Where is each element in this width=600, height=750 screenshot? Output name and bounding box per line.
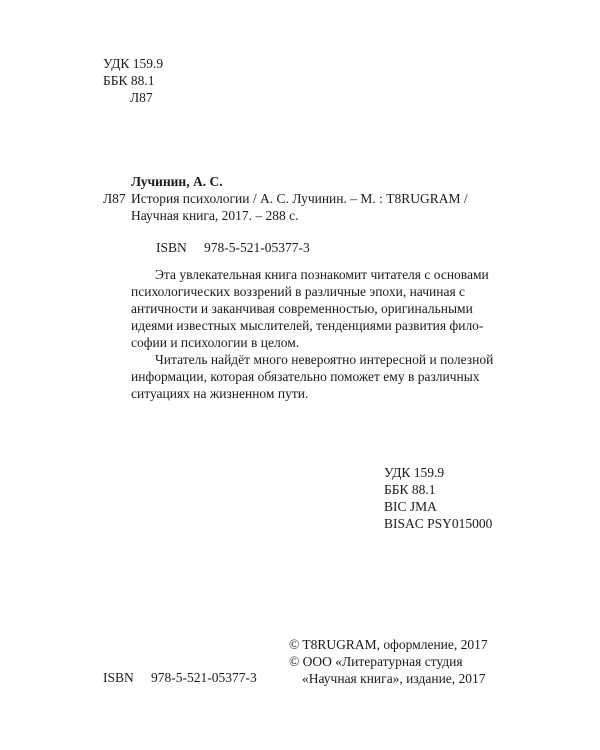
bibliographic-description [131,190,497,224]
copyright-line: © T8RUGRAM, оформление, 2017 [289,637,488,652]
copyright-line: «Научная книга», издание, 2017 [302,671,486,686]
annotation-line: информации, которая обязательно поможет ему в различных [131,369,480,384]
bic-code: BIC JMA [384,499,437,514]
annotation-line: античности и заканчивая современностью, оригинальными [131,301,473,316]
record-isbn [156,239,310,256]
bibliographic-line: Научная книга, 2017. – 288 с. [131,208,299,223]
udk-code: УДК 159.9 [103,56,164,71]
annotation [131,266,494,402]
annotation-line: ситуациях на жизненном пути. [131,386,309,401]
author-mark: Л87 [130,90,153,105]
copyright-line: © ООО «Литературная студия [289,654,463,669]
isbn-label: ISBN [156,240,187,255]
isbn-value: 978-5-521-05377-3 [204,240,310,255]
bibliographic-line: История психологии / А. С. Лучинин. – М. : T8RUGRAM / [131,191,468,206]
bbk-code: ББК 88.1 [103,73,155,88]
annotation-line: софии и психологии в целом. [131,335,300,350]
footer-isbn [103,669,257,686]
author-heading: Лучинин, А. С. [131,174,223,189]
annotation-line: Эта увлекательная книга познакомит читателя с основами [155,267,489,282]
annotation-line: Читатель найдёт много невероятно интересной и полезной [155,352,494,367]
record-author-mark: Л87 [103,191,126,206]
isbn-label: ISBN [103,670,134,685]
bisac-code: BISAC PSY015000 [384,516,493,531]
bbk-code: ББК 88.1 [384,482,436,497]
top-classification-block [103,55,163,106]
isbn-value: 978-5-521-05377-3 [151,670,257,685]
copyright-block [289,636,488,687]
annotation-line: психологических воззрений в различные эпохи, начиная с [131,284,466,299]
annotation-paragraph [131,351,494,402]
annotation-paragraph [131,266,494,351]
annotation-line: идеями известных мыслителей, тенденциями развития фило- [131,318,484,333]
udk-code: УДК 159.9 [384,465,445,480]
classification-codes [384,464,492,532]
